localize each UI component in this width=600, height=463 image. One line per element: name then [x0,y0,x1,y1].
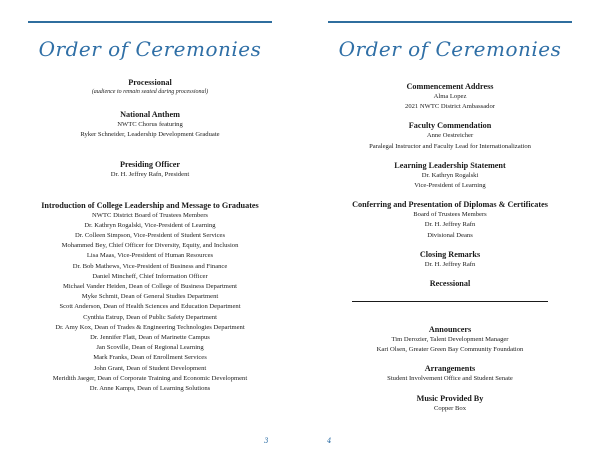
section-line: Mark Franks, Dean of Enrollment Services [93,354,207,362]
section-heading: Announcers [428,325,472,335]
page-number: 3 [264,437,269,445]
section-line: Dr. Bob Mathews, Vice-President of Business and Finance [72,262,228,270]
section-line: Dr. Kathryn Rogalski [421,171,479,179]
right-content [300,81,600,414]
section-line: Dr. Jennifer Flatt, Dean of Marinette Campus [90,334,210,342]
section-heading: Conferring and Presentation of Diplomas & Certificates [352,200,548,210]
section-line: Dr. Colleen Simpson, Vice-President of Student Services [74,232,226,240]
section-heading: Recessional [429,279,471,289]
section-heading: Commencement Address [406,82,494,91]
section-heading: Faculty Commendation [408,121,492,131]
section-line: Divisional Deans [427,231,473,239]
section-line: Meridith Jaeger, Dean of Corporate Training and Economic Development [52,374,248,382]
section-line: 2021 NWTC District Ambassador [405,103,495,111]
arrangements-section [300,363,600,384]
section-line: Vice-President of Learning [414,182,486,190]
section-line: Tim Derozier, Talent Development Manager [391,336,509,344]
section-line: Daniel Mincheff, Chief Information Officer [92,272,208,280]
anthem-section [0,109,300,140]
section-heading: Arrangements [424,364,476,374]
section-line: NWTC District Board of Trustees Members [92,211,208,219]
top-rule [28,21,272,23]
section-line: Student Involvement Office and Student Senate [387,375,513,383]
page-title: Order of Ceremonies [38,37,262,61]
section-line: Cynthia Estrup, Dean of Public Safety Department [83,313,217,321]
section-heading: Processional [128,78,172,87]
section-heading: Presiding Officer [119,160,181,170]
section-line: Dr. H. Jeffrey Rafn, President [110,171,190,179]
conferring-section [300,199,600,241]
section-line: Alma Lopez [433,93,467,100]
section-line: Dr. Anne Kamps, Dean of Learning Solutions [89,385,211,393]
section-line: Anne Oestreicher [426,132,474,140]
section-heading: National Anthem [120,110,180,119]
presiding-section [0,159,300,180]
address-section [300,81,600,112]
section-note: (audience to remain seated during processional) [91,89,209,95]
section-line: Jan Scoville, Dean of Regional Learning [96,344,204,352]
section-line: Dr. H. Jeffrey Rafn [424,260,476,268]
faculty-section [300,120,600,151]
section-line: Myke Schmit, Dean of General Studies Department [81,293,219,301]
right-page [300,0,600,463]
section-line: Lisa Maas, Vice-President of Human Resources [86,252,214,260]
section-line: John Grant, Dean of Student Development [93,364,207,372]
statement-section [300,160,600,191]
section-line: Board of Trustees Members [413,211,487,219]
section-heading: Closing Remarks [419,249,481,259]
section-line: Paralegal Instructor and Faculty Lead for Internationalization [369,142,531,150]
announcers-section [300,324,600,355]
section-line: NWTC Chorus featuring [117,121,183,128]
section-line: Dr. H. Jeffrey Rafn [424,221,476,229]
closing-section [300,249,600,270]
section-line: Mohammed Bey, Chief Officer for Diversity, Equity, and Inclusion [61,242,239,250]
recessional-section [300,278,600,289]
section-heading: Introduction of College Leadership and Message to Graduates [41,200,259,210]
page-number: 4 [327,437,332,445]
top-rule [328,21,572,23]
page-title: Order of Ceremonies [338,37,562,61]
music-section [300,393,600,414]
left-content [0,77,300,394]
section-line: Dr. Amy Kox, Dean of Trades & Engineering Technologies Department [55,323,245,331]
section-line: Scott Anderson, Dean of Health Sciences and Education Department [59,303,241,311]
section-line: Dr. Kathryn Rogalski, Vice-President of Learning [84,221,216,229]
section-line: Ryker Schneider, Leadership Development Graduate [80,131,220,139]
section-heading: Music Provided By [416,393,484,403]
section-line: Michael Vander Heiden, Dean of College of Business Department [62,283,237,291]
intro-section [0,200,300,395]
section-line: Kari Olsen, Greater Green Bay Community Foundation [376,346,524,354]
section-line: Copper Box [433,404,467,412]
section-heading: Learning Leadership Statement [394,160,506,170]
processional-section [0,77,300,97]
